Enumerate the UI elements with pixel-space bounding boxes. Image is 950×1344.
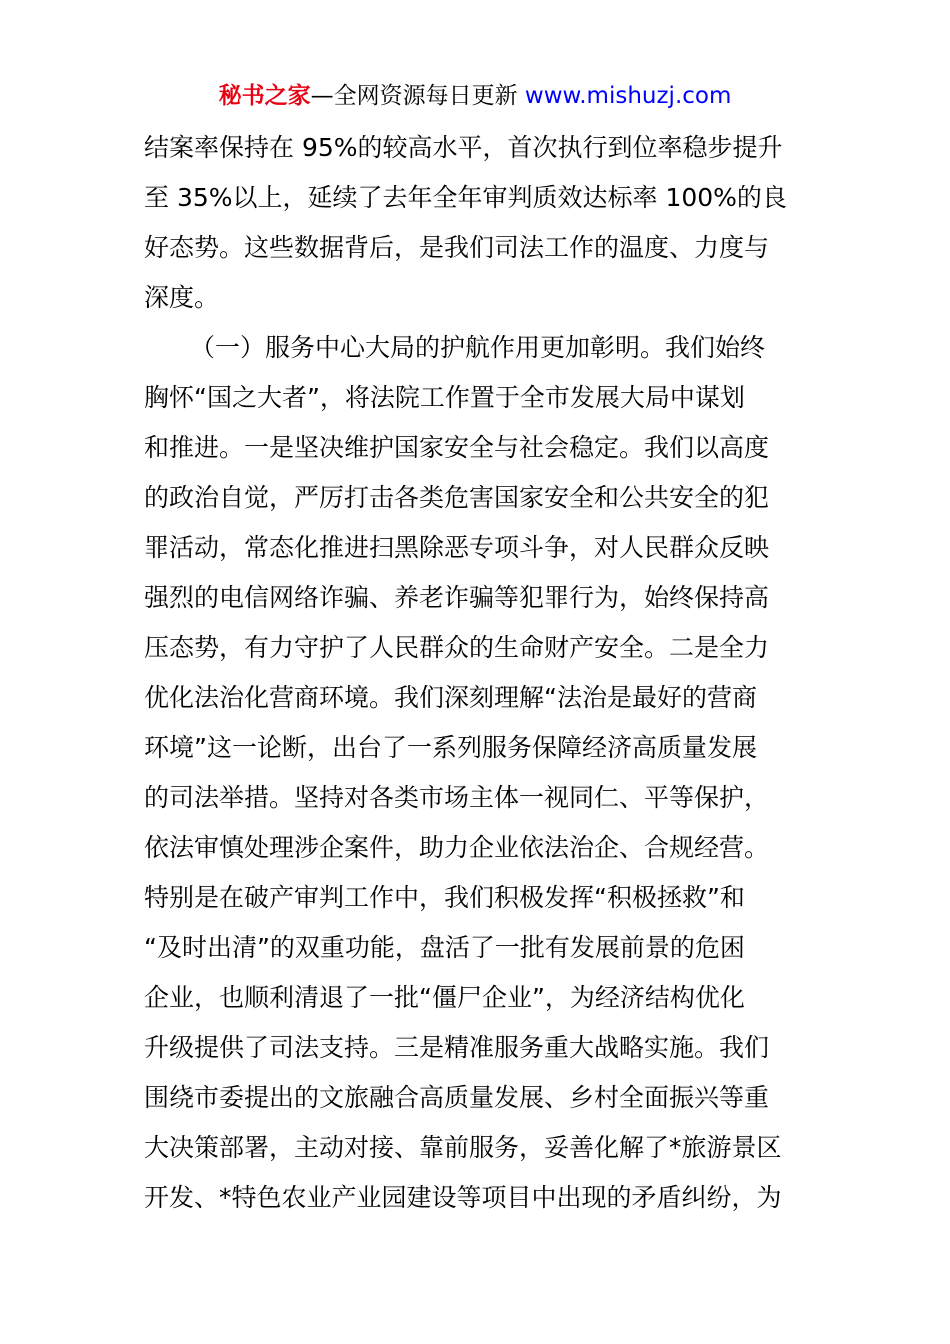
body-line: 升级提供了司法支持。三是精准服务重大战略实施。我们 [144, 1033, 770, 1062]
body-line: 深度。 [144, 283, 220, 312]
page-header [0, 80, 950, 112]
body-line: 胸怀“国之大者”，将法院工作置于全市发展大局中谋划 [144, 383, 745, 412]
body-line: 好态势。这些数据背后，是我们司法工作的温度、力度与 [144, 233, 770, 262]
body-line: 优化法治化营商环境。我们深刻理解“法治是最好的营商 [144, 683, 757, 712]
body-line: 的政治自觉，严厉打击各类危害国家安全和公共安全的犯 [144, 483, 770, 512]
body-line: 至 35%以上，延续了去年全年审判质效达标率 100%的良 [144, 183, 787, 212]
body-line: 特别是在破产审判工作中，我们积极发挥“积极拯救”和 [144, 883, 745, 912]
body-line: 依法审慎处理涉企案件，助力企业依法治企、合规经营。 [144, 833, 770, 862]
brand-name: 秘书之家 [218, 83, 311, 109]
body-line: 的司法举措。坚持对各类市场主体一视同仁、平等保护， [144, 783, 770, 812]
body-line: 压态势，有力守护了人民群众的生命财产安全。二是全力 [144, 633, 770, 662]
body-line: 环境”这一论断，出台了一系列服务保障经济高质量发展 [144, 733, 757, 762]
body-line: 围绕市委提出的文旅融合高质量发展、乡村全面振兴等重 [144, 1083, 770, 1112]
document-body [144, 123, 814, 1223]
body-line: 强烈的电信网络诈骗、养老诈骗等犯罪行为，始终保持高 [144, 583, 770, 612]
body-line: 开发、*特色农业产业园建设等项目中出现的矛盾纠纷，为 [144, 1183, 782, 1212]
body-line: 罪活动，常态化推进扫黑除恶专项斗争，对人民群众反映 [144, 533, 770, 562]
section-heading-line: （一）服务中心大局的护航作用更加彰明。我们始终 [190, 333, 766, 362]
body-line: “及时出清”的双重功能，盘活了一批有发展前景的危困 [144, 933, 745, 962]
body-line: 大决策部署，主动对接、靠前服务，妥善化解了*旅游景区 [144, 1133, 782, 1162]
body-line: 和推进。一是坚决维护国家安全与社会稳定。我们以高度 [144, 433, 770, 462]
body-line: 企业，也顺利清退了一批“僵尸企业”，为经济结构优化 [144, 983, 745, 1012]
header-tagline: —全网资源每日更新 [310, 83, 525, 109]
site-url-link[interactable]: www.mishuzj.com [524, 83, 732, 109]
body-line: 结案率保持在 95%的较高水平，首次执行到位率稳步提升 [144, 133, 783, 162]
